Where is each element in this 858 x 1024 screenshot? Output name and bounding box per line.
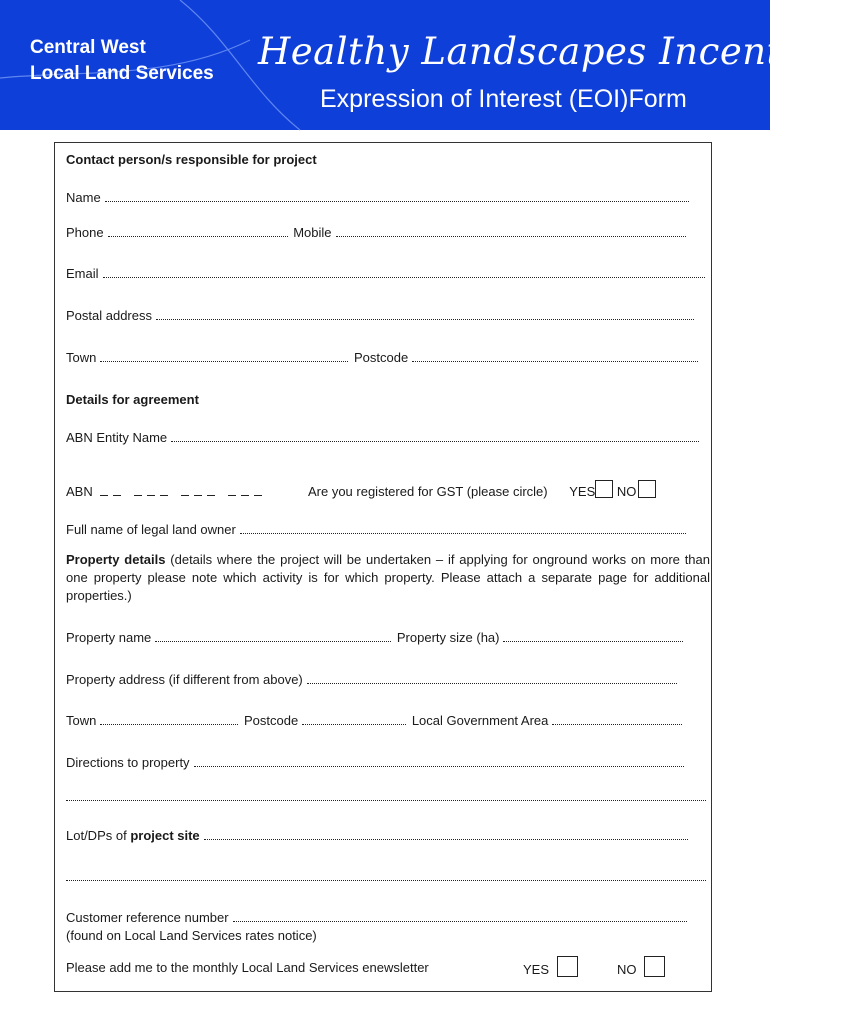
- property-name-label: Property name: [66, 630, 152, 645]
- org-name: [30, 35, 214, 87]
- town-row: [66, 350, 700, 365]
- property-town-row: [66, 713, 684, 728]
- directions-row: [66, 755, 686, 770]
- gst-yes-checkbox[interactable]: [595, 480, 613, 498]
- directions-field-2[interactable]: [66, 791, 706, 801]
- gst-yes-label: YES: [569, 484, 596, 499]
- abn-entity-label: ABN Entity Name: [66, 430, 168, 445]
- property-town-field[interactable]: [100, 715, 238, 725]
- name-field[interactable]: [105, 192, 689, 202]
- contact-heading: Contact person/s responsible for project: [66, 152, 317, 167]
- postal-label: Postal address: [66, 308, 152, 323]
- abn-entity-row: [66, 430, 701, 445]
- phone-label: Phone: [66, 225, 104, 240]
- phone-row: [66, 225, 688, 240]
- legal-owner-row: [66, 522, 688, 537]
- email-row: [66, 266, 707, 281]
- email-label: Email: [66, 266, 99, 281]
- newsletter-no-checkbox[interactable]: [644, 956, 665, 977]
- property-postcode-field[interactable]: [302, 715, 406, 725]
- property-town-label: Town: [66, 713, 97, 728]
- postal-row: [66, 308, 696, 323]
- lot-row-2: [66, 869, 708, 884]
- gst-question: Are you registered for GST (please circle): [307, 484, 548, 499]
- lot-row: [66, 828, 690, 843]
- customer-ref-label: Customer reference number: [66, 910, 229, 925]
- mobile-label: Mobile: [293, 225, 332, 240]
- property-size-label: Property size (ha): [396, 630, 500, 645]
- directions-row-2: [66, 789, 708, 804]
- org-line-2: Local Land Services: [30, 63, 214, 84]
- abn-row: [66, 480, 656, 499]
- lot-field[interactable]: [204, 830, 688, 840]
- property-name-field[interactable]: [155, 632, 391, 642]
- legal-owner-label: Full name of legal land owner: [66, 522, 236, 537]
- header-banner: [0, 0, 858, 130]
- directions-label: Directions to property: [66, 755, 190, 770]
- town-field[interactable]: [100, 352, 348, 362]
- org-line-1: Central West: [30, 37, 146, 58]
- newsletter-no-label: NO: [617, 962, 637, 977]
- gst-no-checkbox[interactable]: [638, 480, 656, 498]
- postal-field[interactable]: [156, 310, 694, 320]
- property-heading: Property details: [66, 552, 166, 567]
- lot-label: Lot/DPs of project site: [66, 828, 200, 843]
- abn-digit-boxes[interactable]: [100, 484, 300, 499]
- name-row: [66, 190, 691, 205]
- property-size-field[interactable]: [503, 632, 683, 642]
- abn-label: ABN: [66, 484, 93, 499]
- directions-field[interactable]: [194, 757, 684, 767]
- newsletter-row: [66, 960, 676, 975]
- name-label: Name: [66, 190, 101, 205]
- gst-no-label: NO: [616, 484, 637, 499]
- program-title: Healthy Landscapes Incentives: [258, 30, 858, 73]
- property-intro-text: (details where the project will be undertaken – if applying for onground works on more than one property please note which activity is for which property. Please attach a separate page for additional properties.): [66, 552, 710, 603]
- property-address-row: [66, 672, 679, 687]
- email-field[interactable]: [103, 268, 705, 278]
- lga-label: Local Government Area: [411, 713, 549, 728]
- form-title: Expression of Interest (EOI)Form: [320, 85, 687, 113]
- abn-entity-field[interactable]: [171, 432, 699, 442]
- customer-ref-note: (found on Local Land Services rates notice): [66, 928, 317, 943]
- property-name-row: [66, 630, 685, 645]
- legal-owner-field[interactable]: [240, 524, 686, 534]
- lga-field[interactable]: [552, 715, 682, 725]
- phone-field[interactable]: [108, 227, 288, 237]
- newsletter-label: Please add me to the monthly Local Land Services enewsletter: [66, 960, 429, 975]
- customer-ref-row: [66, 910, 689, 925]
- property-intro: [66, 551, 710, 605]
- agreement-heading: Details for agreement: [66, 392, 199, 407]
- property-postcode-label: Postcode: [243, 713, 299, 728]
- property-address-field[interactable]: [307, 674, 677, 684]
- property-address-label: Property address (if different from above): [66, 672, 303, 687]
- postcode-field[interactable]: [412, 352, 698, 362]
- lot-field-2[interactable]: [66, 871, 706, 881]
- mobile-field[interactable]: [336, 227, 686, 237]
- town-label: Town: [66, 350, 97, 365]
- postcode-label: Postcode: [353, 350, 409, 365]
- customer-ref-field[interactable]: [233, 912, 687, 922]
- newsletter-yes-label: YES: [523, 962, 550, 977]
- newsletter-yes-checkbox[interactable]: [557, 956, 578, 977]
